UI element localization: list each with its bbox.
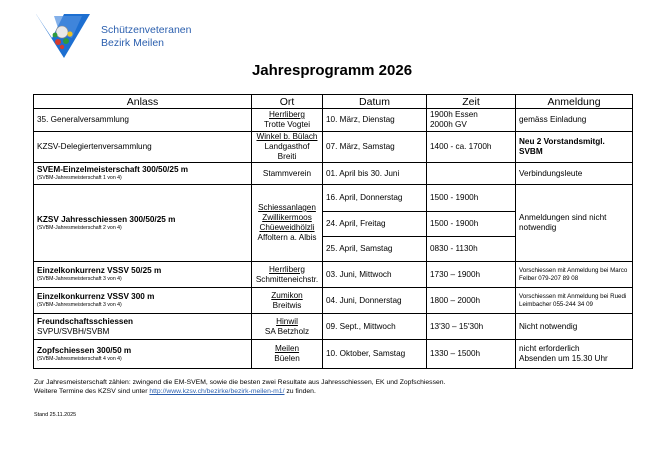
ort-cell bbox=[252, 262, 323, 288]
footer-note bbox=[34, 378, 445, 396]
anmeldung-cell: Neu 2 Vorstandsmitgl. SVBM bbox=[516, 132, 633, 163]
program-table bbox=[33, 94, 633, 369]
table-row bbox=[34, 185, 633, 212]
ort-link[interactable]: Schiessanlagen bbox=[258, 203, 316, 212]
table-row bbox=[34, 288, 633, 314]
header-anmeldung: Anmeldung bbox=[516, 95, 633, 109]
header-ort: Ort bbox=[252, 95, 323, 109]
anlass-title: Zopfschiessen 300/50 m bbox=[37, 345, 132, 355]
zeit-line: 2000h GV bbox=[430, 120, 467, 129]
ort-link[interactable]: Hinwil bbox=[276, 316, 298, 326]
anmeldung-cell: Nicht notwendig bbox=[516, 314, 633, 340]
datum-cell: 03. Juni, Mittwoch bbox=[323, 262, 427, 288]
anlass-sub: (SVBM-Jahresmeisterschaft 3 von 4) bbox=[37, 302, 122, 308]
anlass-sub: (SVBM-Jahresmeisterschaft 4 von 4) bbox=[37, 355, 122, 362]
ort-detail: Büelen bbox=[274, 354, 300, 363]
datum-cell: 25. April, Samstag bbox=[323, 237, 427, 262]
table-row bbox=[34, 163, 633, 185]
organization-line1: Schützenveteranen bbox=[101, 24, 192, 36]
ort-link[interactable]: Herrliberg bbox=[269, 264, 305, 274]
ort-link[interactable]: Chüeweidhölzli bbox=[259, 223, 315, 232]
ort-detail: Affoltern a. Albis bbox=[257, 233, 317, 242]
anlass-sub: (SVBM-Jahresmeisterschaft 2 von 4) bbox=[37, 224, 122, 231]
anmeldung-cell bbox=[516, 262, 633, 288]
anmeldung-cell: Verbindungsleute bbox=[516, 163, 633, 185]
anlass-cell bbox=[34, 288, 252, 314]
organization-name bbox=[101, 24, 191, 50]
anlass-line2: SVPU/SVBH/SVBM bbox=[37, 326, 110, 336]
table-row bbox=[34, 314, 633, 340]
anmeldung-line: Leimbacher 055-244 34 09 bbox=[519, 300, 593, 308]
zeit-cell: 0830 - 1130h bbox=[427, 237, 516, 262]
table-row bbox=[34, 132, 633, 163]
zeit-line: 1900h Essen bbox=[430, 110, 478, 119]
ort-link[interactable]: Zumikon bbox=[271, 290, 303, 300]
table-row bbox=[34, 340, 633, 369]
zeit-cell: 1500 - 1900h bbox=[427, 185, 516, 212]
ort-cell bbox=[252, 109, 323, 132]
zeit-cell: 1800 – 2000h bbox=[427, 288, 516, 314]
stand-date: Stand 25.11.2025 bbox=[34, 412, 77, 418]
ort-link[interactable]: Herrliberg bbox=[269, 110, 305, 119]
club-logo bbox=[34, 12, 92, 60]
organization-line2: Bezirk Meilen bbox=[101, 37, 165, 49]
kzsv-link[interactable]: http://www.kzsv.ch/bezirke/bezirk-meilen-m1/ bbox=[149, 388, 285, 395]
datum-cell: 01. April bis 30. Juni bbox=[323, 163, 427, 185]
footer-line2-prefix: Weitere Termine des KZSV sind unter bbox=[34, 388, 150, 395]
anlass-cell: 35. Generalversammlung bbox=[34, 109, 252, 132]
anlass-title: Freundschaftsschiessen bbox=[37, 316, 134, 326]
datum-cell: 16. April, Donnerstag bbox=[323, 185, 427, 212]
ort-cell bbox=[252, 340, 323, 369]
table-row bbox=[34, 262, 633, 288]
ort-link[interactable]: Meilen bbox=[274, 344, 300, 353]
ort-cell bbox=[252, 314, 323, 340]
anlass-cell bbox=[34, 314, 252, 340]
anmeldung-line: Felber 079-207 89 08 bbox=[519, 274, 579, 282]
ort-detail: Landgasthof Breiti bbox=[264, 142, 310, 161]
zeit-cell: 1500 - 1900h bbox=[427, 212, 516, 237]
anlass-title: KZSV Jahresschiessen 300/50/25 m bbox=[37, 214, 176, 224]
table-header-row bbox=[34, 95, 633, 109]
datum-cell: 09. Sept., Mittwoch bbox=[323, 314, 427, 340]
table-row bbox=[34, 109, 633, 132]
ort-link[interactable]: Winkel b. Bülach bbox=[256, 132, 318, 141]
ort-detail: Trotte Vogtei bbox=[263, 120, 311, 129]
ort-detail: Schmitteneichstr. bbox=[255, 274, 319, 284]
datum-cell: 07. März, Samstag bbox=[323, 132, 427, 163]
ort-cell: Stammverein bbox=[252, 163, 323, 185]
anlass-cell bbox=[34, 163, 252, 185]
ort-detail: SA Betzholz bbox=[264, 326, 310, 336]
anmeldung-cell: gemäss Einladung bbox=[516, 109, 633, 132]
footer-line2-suffix: zu finden. bbox=[284, 388, 316, 395]
zeit-cell: 13'30 – 15'30h bbox=[427, 314, 516, 340]
anmeldung-line: nicht erforderlich bbox=[519, 344, 580, 353]
ort-cell bbox=[252, 288, 323, 314]
ort-cell bbox=[252, 132, 323, 163]
datum-cell: 24. April, Freitag bbox=[323, 212, 427, 237]
anmeldung-line: Vorschiessen mit Anmeldung bei Ruedi bbox=[519, 292, 627, 300]
anmeldung-line: Vorschiessen mit Anmeldung bei Marco bbox=[519, 266, 628, 274]
footer-line1: Zur Jahresmeisterschaft zählen: zwingend die EM-SVEM, sowie die besten zwei Resultate aus Jahresschiessen, EK und Zopfschiessen. bbox=[34, 379, 446, 386]
anlass-cell bbox=[34, 185, 252, 262]
datum-cell: 10. März, Dienstag bbox=[323, 109, 427, 132]
datum-cell: 04. Juni, Donnerstag bbox=[323, 288, 427, 314]
page-title: Jahresprogramm 2026 bbox=[251, 62, 413, 79]
anlass-cell bbox=[34, 340, 252, 369]
anlass-cell: KZSV-Delegiertenversammlung bbox=[34, 132, 252, 163]
zeit-cell: 1330 – 1500h bbox=[427, 340, 516, 369]
anlass-cell bbox=[34, 262, 252, 288]
ort-link[interactable]: Zwillikermoos bbox=[262, 213, 312, 222]
anlass-title: Einzelkonkurrenz VSSV 300 m bbox=[37, 292, 155, 301]
ort-cell bbox=[252, 185, 323, 262]
crest-icon bbox=[56, 26, 68, 38]
anlass-sub: (SVBM-Jahresmeisterschaft 1 von 4) bbox=[37, 175, 122, 181]
anlass-sub: (SVBM-Jahresmeisterschaft 3 von 4) bbox=[37, 276, 122, 282]
zeit-cell: 1730 – 1900h bbox=[427, 262, 516, 288]
zeit-cell: 1400 - ca. 1700h bbox=[427, 132, 516, 163]
anmeldung-cell bbox=[516, 340, 633, 369]
anlass-title: SVEM-Einzelmeisterschaft 300/50/25 m bbox=[37, 165, 189, 174]
footer-line2 bbox=[34, 387, 445, 396]
zeit-cell bbox=[427, 163, 516, 185]
anmeldung-line: Absenden um 15.30 Uhr bbox=[519, 354, 608, 363]
zeit-cell bbox=[427, 109, 516, 132]
header-zeit: Zeit bbox=[427, 95, 516, 109]
anmeldung-cell: Anmeldungen sind nicht notwendig bbox=[516, 185, 633, 262]
header-datum: Datum bbox=[323, 95, 427, 109]
anmeldung-cell bbox=[516, 288, 633, 314]
anlass-title: Einzelkonkurrenz VSSV 50/25 m bbox=[37, 266, 162, 275]
datum-cell: 10. Oktober, Samstag bbox=[323, 340, 427, 369]
ort-detail: Breitwis bbox=[272, 300, 302, 310]
header-anlass: Anlass bbox=[34, 95, 252, 109]
